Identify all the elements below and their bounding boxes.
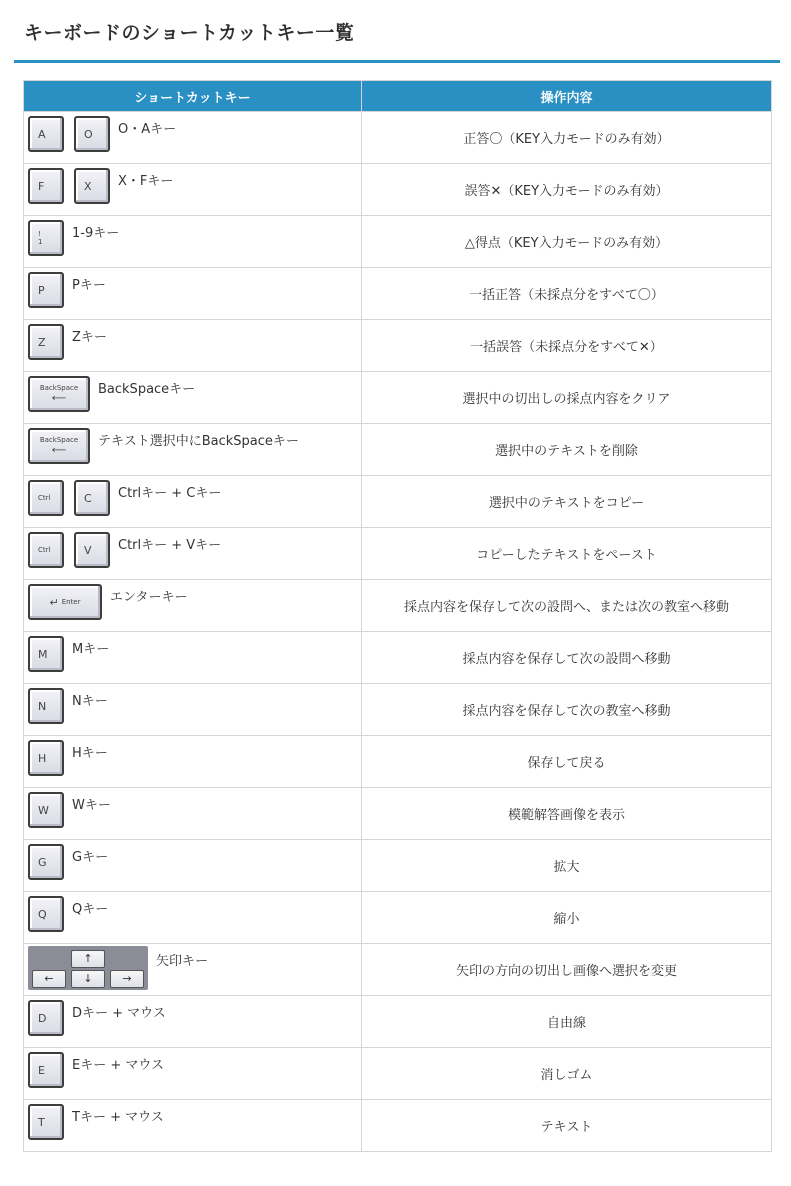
- table-row: [24, 632, 772, 684]
- key-label: 矢印キー: [156, 954, 209, 969]
- key-label: エンターキー: [110, 590, 188, 605]
- keycap-d: D: [28, 1000, 64, 1036]
- operation-cell: 選択中の切出しの採点内容をクリア: [362, 372, 772, 424]
- key-cell: [24, 632, 362, 684]
- operation-cell: 一括誤答（未採点分をすべて✕）: [362, 320, 772, 372]
- operation-cell: 選択中のテキストをコピー: [362, 476, 772, 528]
- keycap-f: F: [28, 168, 64, 204]
- key-label: Hキー: [72, 746, 108, 761]
- key-label: テキスト選択中にBackSpaceキー: [98, 434, 299, 449]
- table-row: [24, 216, 772, 268]
- shortcut-table: [23, 80, 772, 1152]
- key-cell: [24, 684, 362, 736]
- table-row: [24, 996, 772, 1048]
- keycap-g: G: [28, 844, 64, 880]
- key-label: Mキー: [72, 642, 110, 657]
- key-cell: [24, 164, 362, 216]
- table-header-row: [24, 81, 772, 112]
- table-row: [24, 1048, 772, 1100]
- header-operation: 操作内容: [362, 81, 772, 112]
- right-arrow-icon: →: [110, 970, 144, 988]
- key-label: X・Fキー: [118, 174, 174, 189]
- keycap-backspace: [28, 428, 90, 464]
- key-label: BackSpaceキー: [98, 382, 196, 397]
- key-label: Qキー: [72, 902, 109, 917]
- keycap-a: A: [28, 116, 64, 152]
- keycap-backspace: [28, 376, 90, 412]
- keycap-e: E: [28, 1052, 64, 1088]
- keycap-x: X: [74, 168, 110, 204]
- operation-cell: 模範解答画像を表示: [362, 788, 772, 840]
- key-cell: [24, 1048, 362, 1100]
- table-row: [24, 268, 772, 320]
- operation-cell: 採点内容を保存して次の設問へ、または次の教室へ移動: [362, 580, 772, 632]
- key-label: Gキー: [72, 850, 109, 865]
- key-cell: [24, 944, 362, 996]
- keycap-backspace-text: BackSpace: [39, 436, 79, 444]
- keycap-p: P: [28, 272, 64, 308]
- table-row: [24, 944, 772, 996]
- key-cell: [24, 372, 362, 424]
- key-label: Ctrlキー + Cキー: [118, 486, 222, 501]
- keycap-o: O: [74, 116, 110, 152]
- operation-cell: 保存して戻る: [362, 736, 772, 788]
- operation-cell: 誤答✕（KEY入力モードのみ有効）: [362, 164, 772, 216]
- key-cell: [24, 424, 362, 476]
- key-cell: [24, 736, 362, 788]
- key-label: Dキー + マウス: [72, 1006, 166, 1021]
- table-row: [24, 320, 772, 372]
- key-cell: [24, 216, 362, 268]
- key-cell: [24, 112, 362, 164]
- key-label: 1-9キー: [72, 226, 120, 241]
- keycap-1: ! 1: [28, 220, 64, 256]
- operation-cell: 採点内容を保存して次の教室へ移動: [362, 684, 772, 736]
- key-label: Zキー: [72, 330, 107, 345]
- left-arrow-icon: ⟵: [51, 445, 67, 456]
- title-rule: [14, 60, 780, 63]
- key-label: Eキー + マウス: [72, 1058, 164, 1073]
- key-cell: [24, 580, 362, 632]
- key-cell: [24, 528, 362, 580]
- keycap-m: M: [28, 636, 64, 672]
- key-label: Ctrlキー + Vキー: [118, 538, 222, 553]
- table-row: [24, 1100, 772, 1152]
- page-title: キーボードのショートカットキー一覧: [24, 22, 355, 44]
- enter-arrow-icon: ↵: [49, 595, 59, 609]
- operation-cell: △得点（KEY入力モードのみ有効）: [362, 216, 772, 268]
- left-arrow-icon: ⟵: [51, 393, 67, 404]
- operation-cell: 自由線: [362, 996, 772, 1048]
- key-label: Pキー: [72, 278, 106, 293]
- up-arrow-icon: ↑: [71, 950, 105, 968]
- key-label: Nキー: [72, 694, 108, 709]
- table-row: [24, 736, 772, 788]
- operation-cell: 選択中のテキストを削除: [362, 424, 772, 476]
- table-row: [24, 372, 772, 424]
- operation-cell: 消しゴム: [362, 1048, 772, 1100]
- key-label: O・Aキー: [118, 122, 177, 137]
- table-row: [24, 424, 772, 476]
- table-row: [24, 788, 772, 840]
- left-arrow-icon: ←: [32, 970, 66, 988]
- keycap-ctrl: Ctrl: [28, 532, 64, 568]
- keycap-v: V: [74, 532, 110, 568]
- keycap-ctrl: Ctrl: [28, 480, 64, 516]
- table-row: [24, 840, 772, 892]
- keycap-backspace-text: BackSpace: [39, 384, 79, 392]
- keycap-h: H: [28, 740, 64, 776]
- key-cell: [24, 840, 362, 892]
- key-cell: [24, 268, 362, 320]
- table-row: [24, 684, 772, 736]
- operation-cell: コピーしたテキストをペースト: [362, 528, 772, 580]
- operation-cell: 採点内容を保存して次の設問へ移動: [362, 632, 772, 684]
- keycap-q: Q: [28, 896, 64, 932]
- key-label: Tキー + マウス: [72, 1110, 164, 1125]
- operation-cell: 拡大: [362, 840, 772, 892]
- key-cell: [24, 320, 362, 372]
- keycap-c: C: [74, 480, 110, 516]
- key-cell: [24, 1100, 362, 1152]
- header-shortcut-key: ショートカットキー: [24, 81, 362, 112]
- key-cell: [24, 476, 362, 528]
- operation-cell: 一括正答（未採点分をすべて〇）: [362, 268, 772, 320]
- table-row: [24, 164, 772, 216]
- keycap-z: Z: [28, 324, 64, 360]
- keycap-enter-text: Enter: [61, 598, 81, 606]
- operation-cell: 矢印の方向の切出し画像へ選択を変更: [362, 944, 772, 996]
- arrow-keys: [28, 946, 148, 990]
- table-row: [24, 476, 772, 528]
- keycap-t: T: [28, 1104, 64, 1140]
- table-row: [24, 112, 772, 164]
- table-row: [24, 528, 772, 580]
- table-row: [24, 580, 772, 632]
- key-cell: [24, 892, 362, 944]
- keycap-w: W: [28, 792, 64, 828]
- operation-cell: テキスト: [362, 1100, 772, 1152]
- key-cell: [24, 788, 362, 840]
- keycap-n: N: [28, 688, 64, 724]
- key-label: Wキー: [72, 798, 111, 813]
- keycap-enter: [28, 584, 102, 620]
- operation-cell: 縮小: [362, 892, 772, 944]
- down-arrow-icon: ↓: [71, 970, 105, 988]
- operation-cell: 正答〇（KEY入力モードのみ有効）: [362, 112, 772, 164]
- table-row: [24, 892, 772, 944]
- key-cell: [24, 996, 362, 1048]
